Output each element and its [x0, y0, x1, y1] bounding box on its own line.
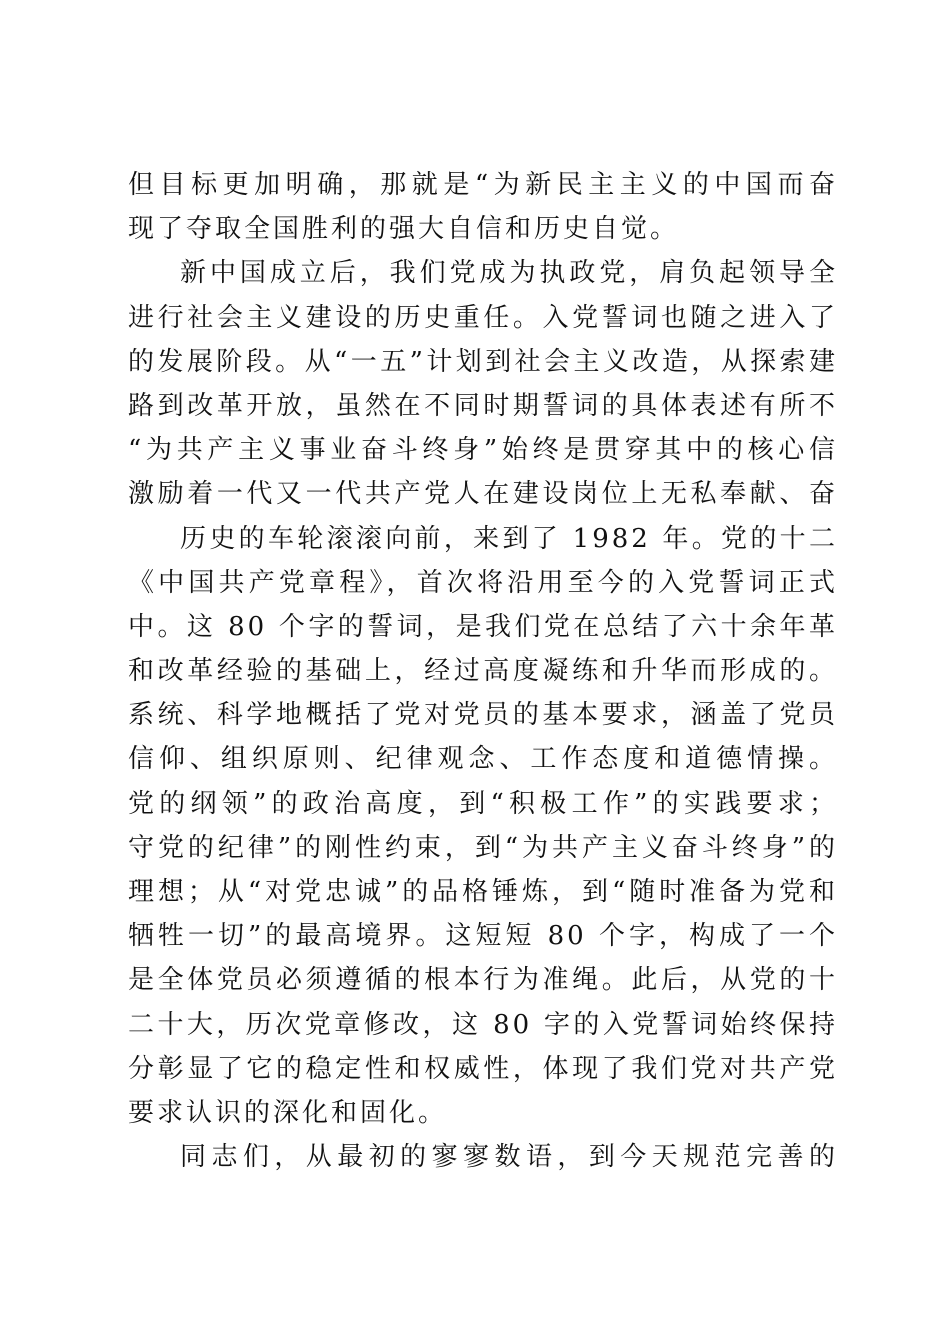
- text-line: 二十大，历次党章修改，这 80 字的入党誓词始终保持: [128, 1009, 838, 1040]
- text-line: 进行社会主义建设的历史重任。入党誓词也随之进入了: [128, 302, 838, 333]
- text-line: 理想；从“对党忠诚”的品格锤炼，到“随时准备为党和: [128, 877, 838, 907]
- text-line: 路到改革开放，虽然在不同时期誓词的具体表述有所不: [128, 390, 838, 421]
- body-text: [128, 163, 838, 1179]
- text-line: 信仰、组织原则、纪律观念、工作态度和道德情操。: [128, 744, 838, 775]
- text-line: 守党的纪律”的刚性约束，到“为共产主义奋斗终身”的: [128, 832, 838, 863]
- text-line: 激励着一代又一代共产党人在建设岗位上无私奉献、奋: [128, 479, 838, 510]
- text-line: 的发展阶段。从“一五”计划到社会主义改造，从探索建: [128, 346, 838, 377]
- text-line: 和改革经验的基础上，经过高度凝练和升华而形成的。: [128, 656, 838, 687]
- text-line: 要求认识的深化和固化。: [128, 1097, 448, 1128]
- text-line: 党的纲领”的政治高度，到“积极工作”的实践要求；: [128, 788, 838, 819]
- text-line: 现了夺取全国胜利的强大自信和历史自觉。: [128, 214, 680, 245]
- text-line: 系统、科学地概括了党对党员的基本要求，涵盖了党员: [128, 700, 838, 731]
- text-line: 《中国共产党章程》，首次将沿用至今的入党誓词正式: [128, 567, 838, 598]
- text-line: 中。这 80 个字的誓词，是我们党在总结了六十余年革: [128, 611, 838, 642]
- text-line: 但目标更加明确，那就是“为新民主主义的中国而奋: [128, 170, 838, 200]
- text-line: 同志们，从最初的寥寥数语，到今天规范完善的: [180, 1142, 838, 1173]
- text-line: 历史的车轮滚滚向前，来到了 1982 年。党的十二: [180, 523, 838, 554]
- text-line: 分彰显了它的稳定性和权威性，体现了我们党对共产党: [128, 1053, 838, 1084]
- text-line: 牺牲一切”的最高境界。这短短 80 个字，构成了一个: [128, 921, 838, 952]
- text-line: 新中国成立后，我们党成为执政党，肩负起领导全: [180, 258, 838, 289]
- text-line: “为共产主义事业奋斗终身”始终是贯穿其中的核心信: [128, 435, 838, 466]
- text-line: 是全体党员必须遵循的根本行为准绳。此后，从党的十: [128, 965, 838, 996]
